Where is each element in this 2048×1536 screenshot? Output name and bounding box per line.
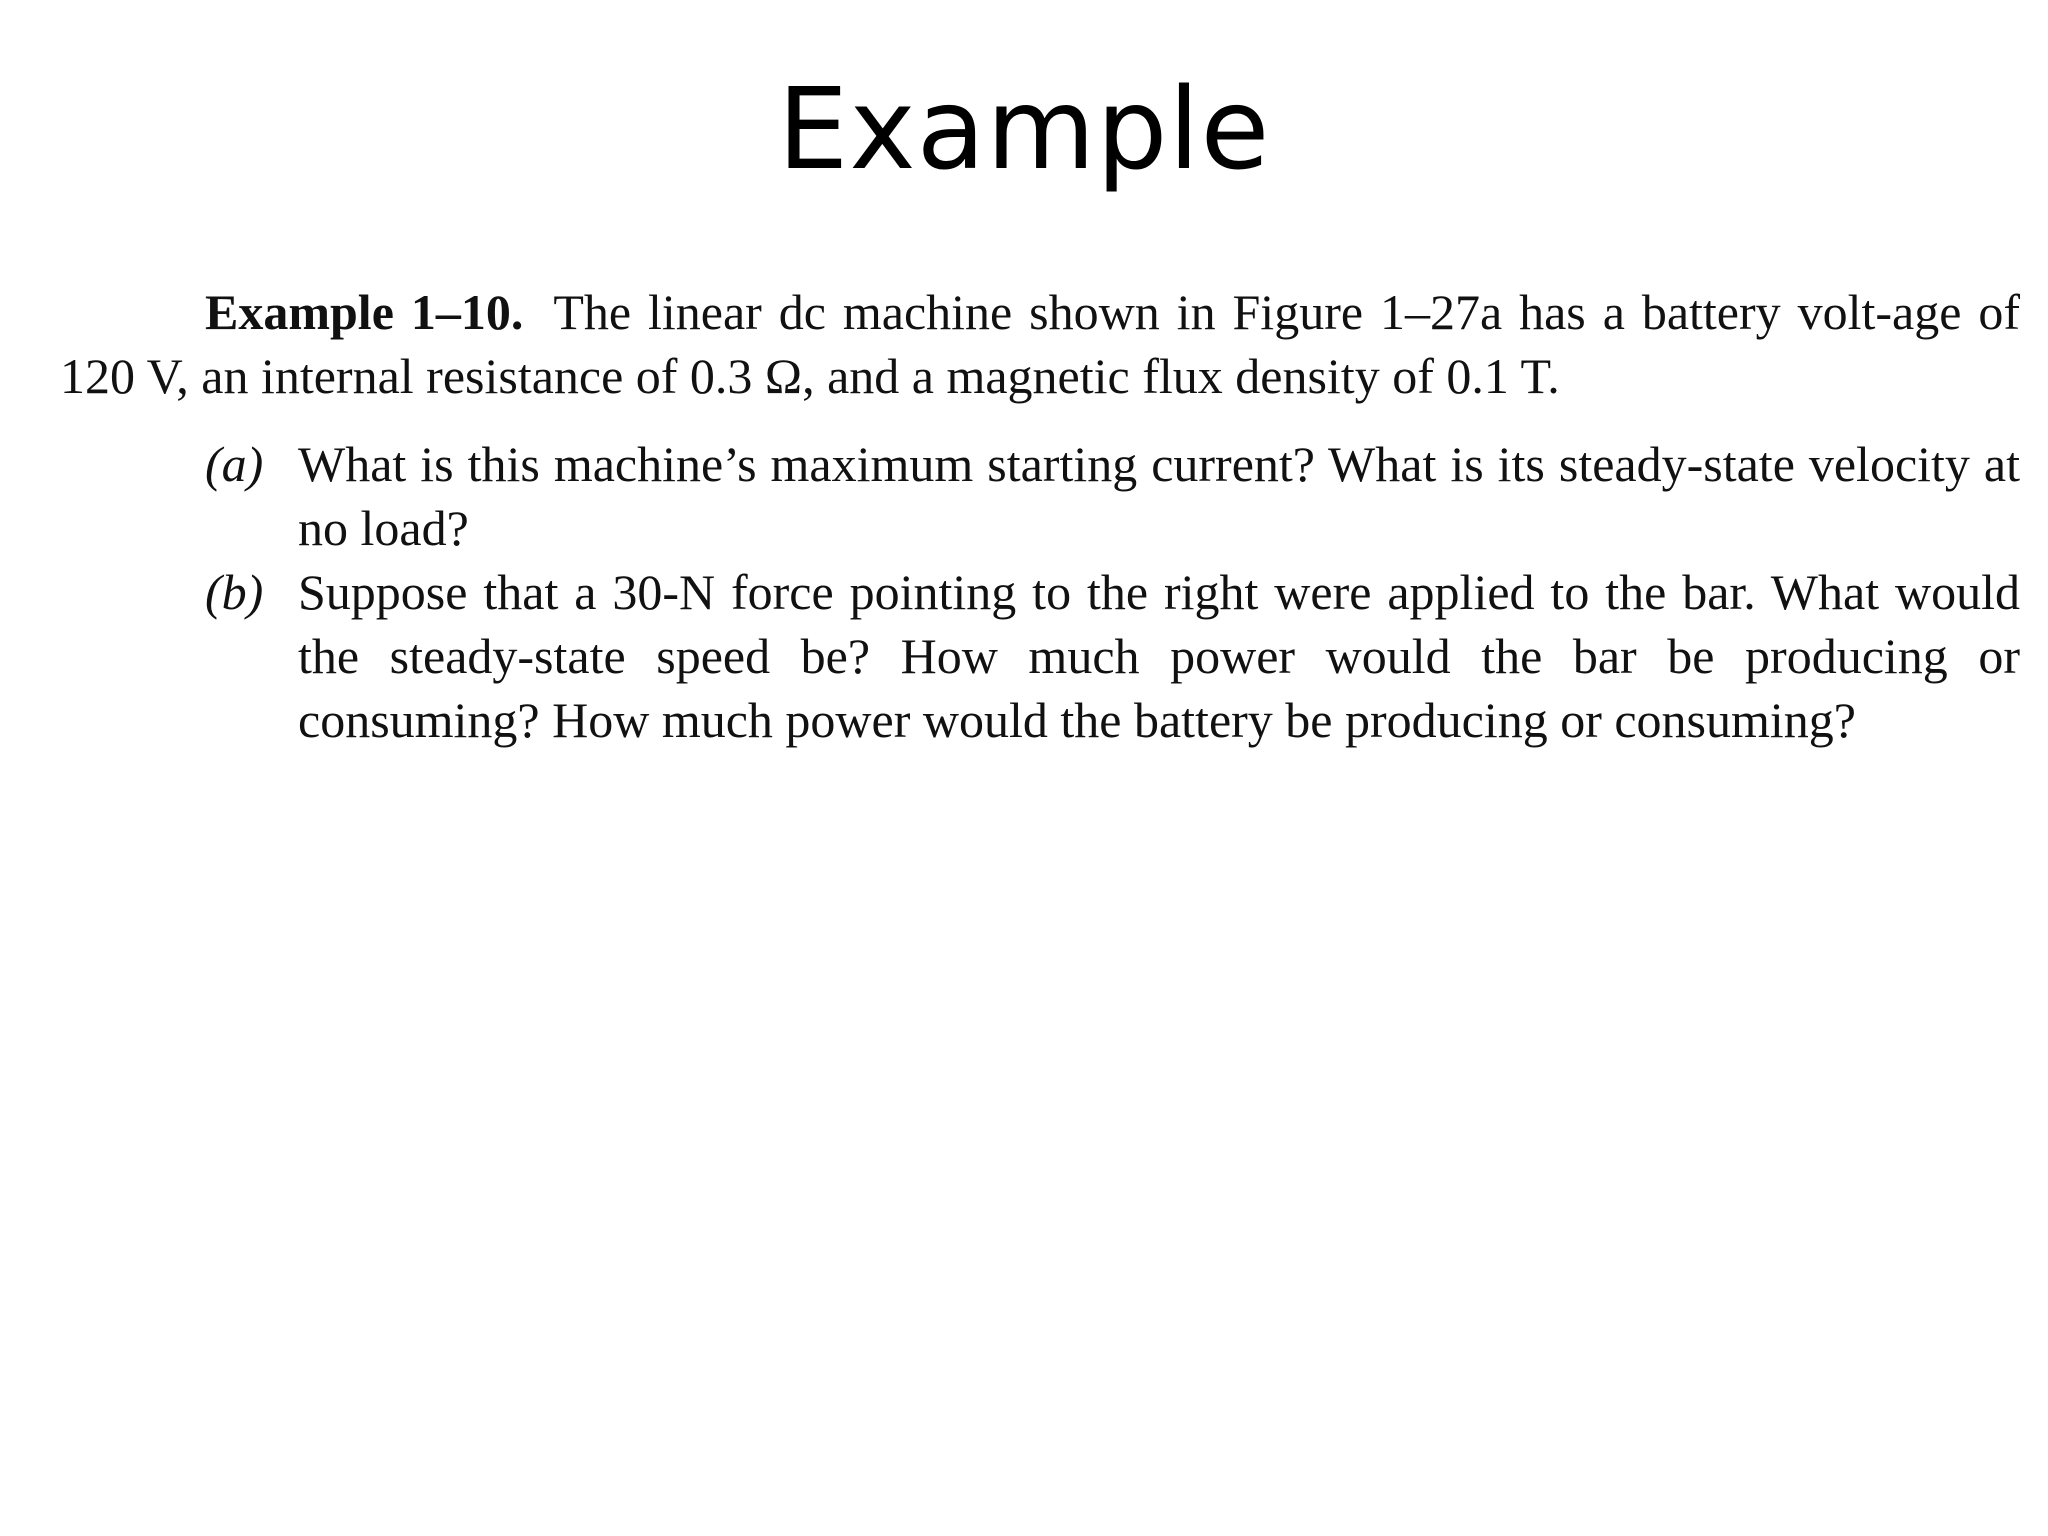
part-letter: (b) bbox=[205, 564, 264, 620]
problem-intro-text: The linear dc machine shown in Figure 1–27a has a battery volt-age of 120 V, an internal resistance of 0.3 Ω, and a magnetic flux density of 0.1 T. bbox=[60, 284, 2020, 404]
problem-part-a bbox=[205, 432, 2020, 560]
slide-title: Example bbox=[777, 65, 1271, 195]
problem-statement bbox=[60, 280, 2020, 752]
example-label: Example 1–10. bbox=[205, 284, 524, 340]
problem-part-b bbox=[205, 560, 2020, 752]
part-text: What is this machine’s maximum starting current? What is its steady-state velocity at no load? bbox=[298, 436, 2020, 556]
problem-parts bbox=[205, 432, 2020, 752]
part-text: Suppose that a 30-N force pointing to the right were applied to the bar. What would the steady-state speed be? How much power would the bar be producing or consuming? How much power would the battery be producing or consuming? bbox=[298, 564, 2020, 748]
problem-intro bbox=[60, 280, 2020, 408]
part-letter: (a) bbox=[205, 436, 264, 492]
